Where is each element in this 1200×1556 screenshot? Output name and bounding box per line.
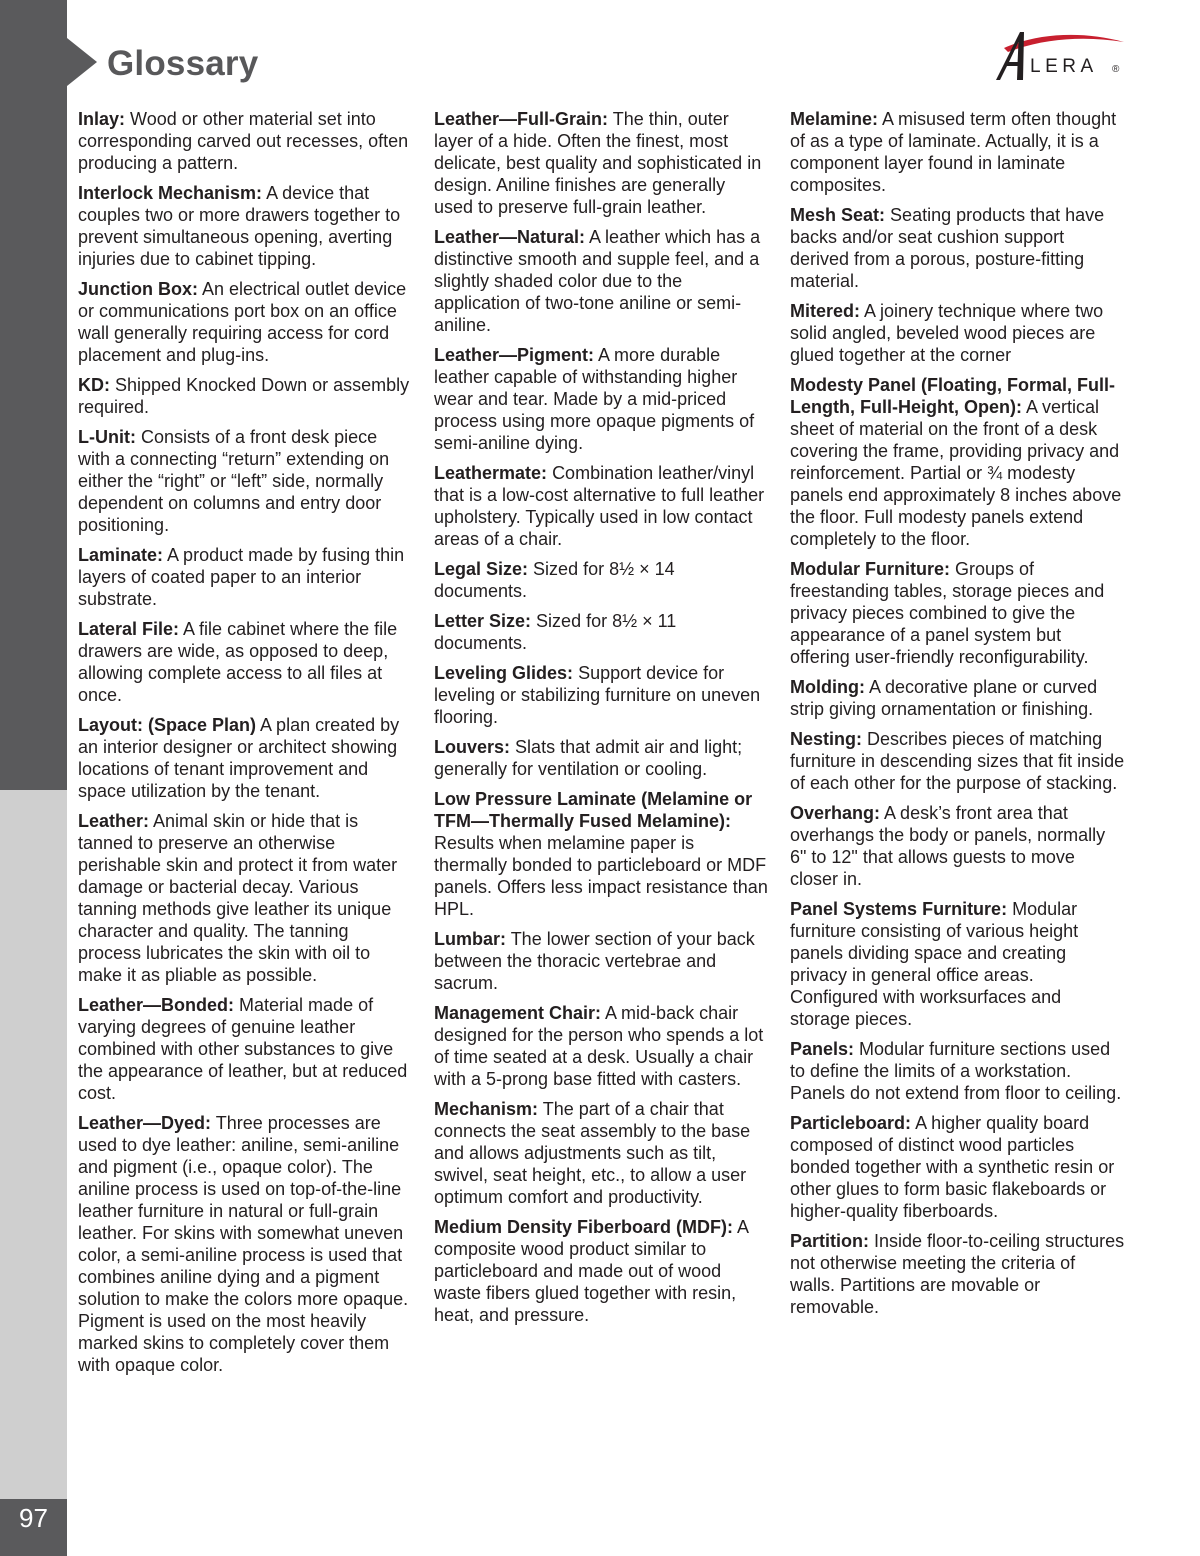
glossary-term: Nesting: xyxy=(790,729,862,749)
glossary-entry xyxy=(78,1112,411,1376)
glossary-term: Leather—Pigment: xyxy=(434,345,595,365)
glossary-entry xyxy=(790,676,1125,720)
glossary-entry xyxy=(434,226,769,336)
glossary-term: Lumbar: xyxy=(434,929,506,949)
glossary-term: Melamine: xyxy=(790,109,879,129)
glossary-term: Leather: xyxy=(78,811,150,831)
page-title: Glossary xyxy=(107,44,259,83)
glossary-term: Overhang: xyxy=(790,803,881,823)
glossary-definition: Inside floor-to-ceiling structures not otherwise meeting the criteria of walls. Partitions are movable or removable. xyxy=(790,1231,1125,1317)
glossary-entry xyxy=(78,810,411,986)
glossary-term: Low Pressure Laminate (Melamine or TFM—Thermally Fused Melamine): xyxy=(434,789,753,831)
glossary-term: Legal Size: xyxy=(434,559,529,579)
glossary-term: Junction Box: xyxy=(78,279,198,299)
glossary-definition: Results when melamine paper is thermally bonded to particleboard or MDF panels. Offers less impact resistance than HPL. xyxy=(434,833,768,919)
glossary-term: Mesh Seat: xyxy=(790,205,886,225)
glossary-definition: Sized for 8½ × 14 documents. xyxy=(434,559,675,601)
title-arrow-icon xyxy=(67,38,97,86)
glossary-term: KD: xyxy=(78,375,110,395)
glossary-entry xyxy=(790,1038,1125,1104)
glossary-term: Interlock Mechanism: xyxy=(78,183,263,203)
sidebar-dark-band xyxy=(0,0,67,790)
glossary-definition: A leather which has a distinctive smooth and supple feel, and a slightly shaded color due to the application of two-tone aniline or semi-aniline. xyxy=(434,227,761,335)
glossary-definition: Groups of freestanding tables, storage pieces and privacy pieces combined to give the appearance of a panel system but offering user-friendly reconfigurability. xyxy=(790,559,1105,667)
glossary-entry xyxy=(78,374,411,418)
glossary-column-3 xyxy=(790,108,1125,1326)
glossary-term: Molding: xyxy=(790,677,865,697)
glossary-entry xyxy=(790,802,1125,890)
logo-registered-mark: ® xyxy=(1112,64,1120,75)
glossary-definition: Support device for leveling or stabilizing furniture on uneven flooring. xyxy=(434,663,761,727)
glossary-entry xyxy=(78,618,411,706)
glossary-entry xyxy=(790,1112,1125,1222)
glossary-term: Lateral File: xyxy=(78,619,180,639)
sidebar-light-band xyxy=(0,790,67,1499)
glossary-term: Partition: xyxy=(790,1231,869,1251)
glossary-entry xyxy=(434,788,769,920)
glossary-entry xyxy=(78,994,411,1104)
glossary-definition: A higher quality board composed of distinct wood particles bonded together with a synthetic resin or other glues to form basic flakeboards or higher-quality fiberboards. xyxy=(790,1113,1115,1221)
alera-logo xyxy=(990,22,1125,86)
glossary-entry xyxy=(434,558,769,602)
glossary-entry xyxy=(790,204,1125,292)
glossary-term: Modesty Panel (Floating, Formal, Full-Length, Full-Height, Open): xyxy=(790,375,1116,417)
glossary-definition: An electrical outlet device or communications port box on an office wall generally requiring access for cord placement and plug-ins. xyxy=(78,279,407,365)
glossary-definition: Animal skin or hide that is tanned to preserve an otherwise perishable skin and protect it from water damage or bacterial decay. Various tanning methods give leather its unique character and quality. The tanning process lubricates the skin with oil to make it as pliable as possible. xyxy=(78,811,398,985)
glossary-definition: Sized for 8½ × 11 documents. xyxy=(434,611,677,653)
glossary-entry xyxy=(434,610,769,654)
glossary-entry xyxy=(434,736,769,780)
glossary-definition: Combination leather/vinyl that is a low-cost alternative to full leather upholstery. Typically used in low contact areas of a chair. xyxy=(434,463,765,549)
glossary-definition: A device that couples two or more drawers together to prevent simultaneous opening, averting injuries due to cabinet tipping. xyxy=(78,183,401,269)
glossary-entry xyxy=(434,462,769,550)
glossary-term: Management Chair: xyxy=(434,1003,602,1023)
glossary-term: Modular Furniture: xyxy=(790,559,950,579)
logo-a-icon xyxy=(996,32,1024,80)
glossary-term: Leveling Glides: xyxy=(434,663,574,683)
glossary-entry xyxy=(790,558,1125,668)
glossary-entry xyxy=(434,1216,769,1326)
logo-wordmark: LERA xyxy=(1030,56,1098,77)
glossary-term: Panels: xyxy=(790,1039,855,1059)
glossary-entry xyxy=(434,1098,769,1208)
glossary-definition: Modular furniture sections used to define the limits of a workstation. Panels do not extend from floor to ceiling. xyxy=(790,1039,1122,1103)
glossary-term: Mechanism: xyxy=(434,1099,539,1119)
glossary-definition: Seating products that have backs and/or seat cushion support derived from a porous, posture-fitting material. xyxy=(790,205,1105,291)
glossary-entry xyxy=(790,374,1125,550)
glossary-entry xyxy=(790,108,1125,196)
glossary-entry xyxy=(78,426,411,536)
glossary-entry xyxy=(78,108,411,174)
glossary-entry xyxy=(434,344,769,454)
glossary-definition: A plan created by an interior designer or architect showing locations of tenant improvement and space utilization by the tenant. xyxy=(78,715,400,801)
glossary-entry xyxy=(790,728,1125,794)
glossary-entry xyxy=(434,928,769,994)
glossary-definition: A desk’s front area that overhangs the body or panels, normally 6" to 12" that allows guests to move closer in. xyxy=(790,803,1106,889)
glossary-term: Mitered: xyxy=(790,301,861,321)
glossary-entry xyxy=(790,898,1125,1030)
glossary-definition: Wood or other material set into corresponding carved out recesses, often producing a pattern. xyxy=(78,109,409,173)
glossary-entry xyxy=(78,182,411,270)
glossary-column-1 xyxy=(78,108,411,1384)
glossary-definition: The thin, outer layer of a hide. Often the finest, most delicate, best quality and sophisticated in design. Aniline finishes are generally used to preserve full-grain leather. xyxy=(434,109,762,217)
glossary-term: Leather—Natural: xyxy=(434,227,586,247)
glossary-term: L-Unit: xyxy=(78,427,136,447)
glossary-definition: The lower section of your back between the thoracic vertebrae and sacrum. xyxy=(434,929,755,993)
glossary-definition: A misused term often thought of as a type of laminate. Actually, it is a component layer found in laminate composites. xyxy=(790,109,1117,195)
glossary-term: Particleboard: xyxy=(790,1113,912,1133)
glossary-definition: Three processes are used to dye leather: aniline, semi-aniline and pigment (i.e., opaque color). The aniline process is used on top-of-the-line leather furniture in natural or full-grain leather. For skins with somewhat uneven color, a semi-aniline process is used that combines aniline dying and a pigment solution to make the colors more opaque. Pigment is used on the most heavily marked skins to completely cover them with opaque color. xyxy=(78,1113,409,1375)
glossary-definition: A composite wood product similar to particleboard and made out of wood waste fibers glued together with resin, heat, and pressure. xyxy=(434,1217,749,1325)
glossary-definition: A joinery technique where two solid angled, beveled wood pieces are glued together at the corner xyxy=(790,301,1104,365)
glossary-term: Laminate: xyxy=(78,545,164,565)
glossary-entry xyxy=(78,544,411,610)
glossary-term: Leather—Full-Grain: xyxy=(434,109,609,129)
glossary-definition: A more durable leather capable of withstanding higher wear and tear. Made by a mid-priced process using more opaque pigments of semi-aniline dying. xyxy=(434,345,755,453)
glossary-definition: A mid-back chair designed for the person who spends a lot of time seated at a desk. Usually a chair with a 5-prong base fitted with casters. xyxy=(434,1003,764,1089)
glossary-definition: Consists of a front desk piece with a connecting “return” extending on either the “right” or “left” side, normally dependent on columns and entry door positioning. xyxy=(78,427,390,535)
glossary-definition: A vertical sheet of material on the front of a desk covering the frame, providing privacy and reinforcement. Partial or ¾ modesty panels end approximately 8 inches above the floor. Full modesty panels extend completely to the floor. xyxy=(790,397,1122,549)
glossary-term: Medium Density Fiberboard (MDF): xyxy=(434,1217,734,1237)
glossary-entry xyxy=(434,1002,769,1090)
glossary-definition: The part of a chair that connects the seat assembly to the base and allows adjustments such as tilt, swivel, seat height, etc., to allow a user optimum comfort and productivity. xyxy=(434,1099,751,1207)
glossary-entry xyxy=(78,714,411,802)
glossary-entry xyxy=(790,1230,1125,1318)
glossary-column-2 xyxy=(434,108,769,1334)
glossary-entry xyxy=(790,300,1125,366)
glossary-definition: A decorative plane or curved strip giving ornamentation or finishing. xyxy=(790,677,1098,719)
glossary-definition: Slats that admit air and light; generally for ventilation or cooling. xyxy=(434,737,743,779)
glossary-definition: Material made of varying degrees of genuine leather combined with other substances to give the appearance of leather, but at reduced cost. xyxy=(78,995,408,1103)
glossary-definition: A product made by fusing thin layers of coated paper to an interior substrate. xyxy=(78,545,405,609)
glossary-term: Louvers: xyxy=(434,737,511,757)
glossary-term: Inlay: xyxy=(78,109,126,129)
glossary-term: Leather—Dyed: xyxy=(78,1113,212,1133)
glossary-term: Layout: (Space Plan) xyxy=(78,715,257,735)
glossary-term: Panel Systems Furniture: xyxy=(790,899,1008,919)
glossary-definition: A file cabinet where the file drawers are wide, as opposed to deep, allowing complete access to all files at once. xyxy=(78,619,398,705)
glossary-entry xyxy=(434,662,769,728)
glossary-definition: Shipped Knocked Down or assembly required. xyxy=(78,375,410,417)
glossary-definition: Modular furniture consisting of various height panels dividing space and creating privacy in general office areas. Configured with worksurfaces and storage pieces. xyxy=(790,899,1079,1029)
glossary-definition: Describes pieces of matching furniture in descending sizes that fit inside of each other for the purpose of stacking. xyxy=(790,729,1125,793)
glossary-term: Letter Size: xyxy=(434,611,532,631)
glossary-term: Leather—Bonded: xyxy=(78,995,235,1015)
page-number: 97 xyxy=(19,1503,48,1533)
glossary-entry xyxy=(78,278,411,366)
glossary-entry xyxy=(434,108,769,218)
glossary-term: Leathermate: xyxy=(434,463,548,483)
